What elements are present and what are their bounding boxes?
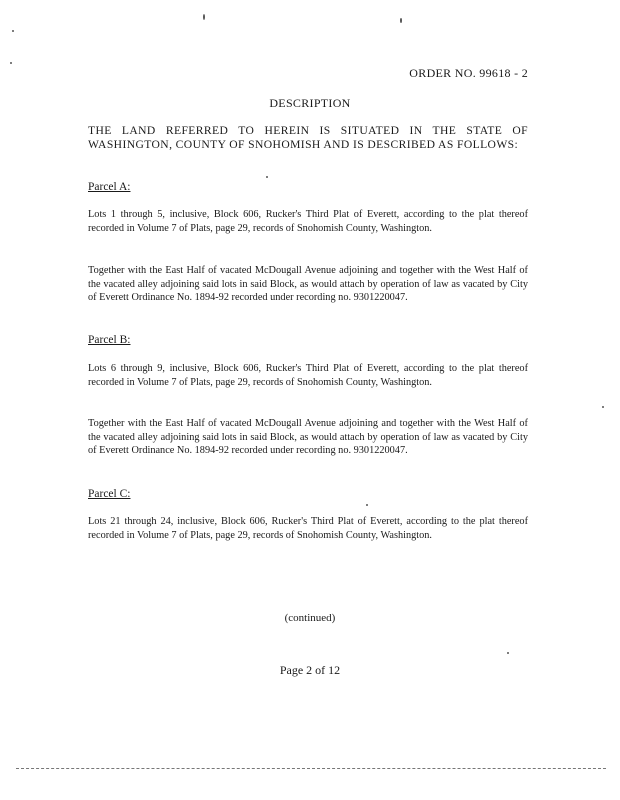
scan-speck bbox=[203, 14, 205, 20]
page-title: DESCRIPTION bbox=[269, 96, 351, 110]
parcel-c-heading: Parcel C: bbox=[88, 488, 131, 500]
parcel-b-paragraph-2: Together with the East Half of vacated McDougall Avenue adjoining and together with the West Half of the vacated alley adjoining said lots in said Block, as would attach by operation of law as vacated by City of Everett Ordinance No. 1894-92 recorded under recording no. 9301220047. bbox=[88, 418, 528, 456]
scan-speck bbox=[266, 176, 268, 178]
order-number: ORDER NO. 99618 - 2 bbox=[409, 66, 528, 80]
scan-speck bbox=[366, 504, 368, 506]
continued-note: (continued) bbox=[284, 612, 336, 624]
scan-speck bbox=[602, 406, 604, 408]
parcel-c-paragraph-1: Lots 21 through 24, inclusive, Block 606, Rucker's Third Plat of Everett, according to the plat thereof recorded in Volume 7 of Plats, page 29, records of Snohomish County, Washington. bbox=[88, 516, 528, 541]
scan-speck bbox=[400, 18, 402, 23]
parcel-a-paragraph-1: Lots 1 through 5, inclusive, Block 606, Rucker's Third Plat of Everett, according to the plat thereof recorded in Volume 7 of Plats, page 29, records of Snohomish County, Washington. bbox=[88, 209, 528, 234]
parcel-a-heading: Parcel A: bbox=[88, 181, 131, 193]
parcel-b-heading: Parcel B: bbox=[88, 334, 131, 346]
scan-speck bbox=[10, 62, 12, 64]
scan-speck bbox=[12, 30, 14, 32]
intro-paragraph: THE LAND REFERRED TO HEREIN IS SITUATED IN THE STATE OF WASHINGTON, COUNTY OF SNOHOMISH AND IS DESCRIBED AS FOLLOWS: bbox=[88, 124, 528, 151]
parcel-b-paragraph-1: Lots 6 through 9, inclusive, Block 606, Rucker's Third Plat of Everett, according to the plat thereof recorded in Volume 7 of Plats, page 29, records of Snohomish County, Washington. bbox=[88, 363, 528, 388]
scan-speck bbox=[507, 652, 509, 654]
parcel-a-paragraph-2: Together with the East Half of vacated McDougall Avenue adjoining and together with the West Half of the vacated alley adjoining said lots in said Block, as would attach by operation of law as vacated by City of Everett Ordinance No. 1894-92 recorded under recording no. 9301220047. bbox=[88, 265, 528, 303]
scan-footer-line bbox=[16, 768, 606, 769]
page-number: Page 2 of 12 bbox=[279, 663, 341, 677]
